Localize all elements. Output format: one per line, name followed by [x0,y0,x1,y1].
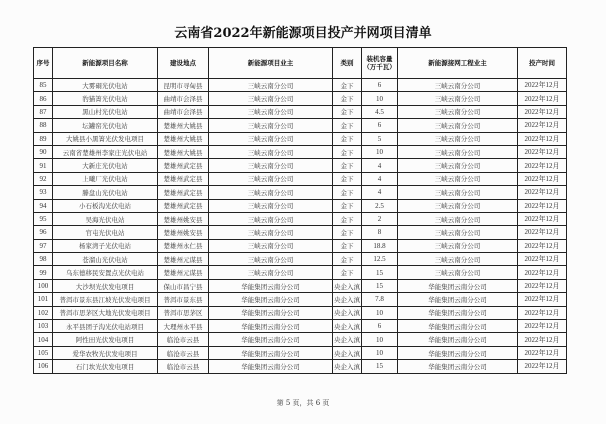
cell-project-owner: 华能集团云南分公司 [209,306,333,319]
cell-capacity: 7.8 [362,293,398,306]
cell-capacity: 18.8 [362,239,398,252]
cell-project-name: 杨家湾子光伏电站 [53,239,158,252]
table-row [34,172,567,185]
cell-commission-date: 2022年12月 [518,293,567,306]
cell-project-name: 普洱市思茅区大地光伏发电项目 [53,306,158,319]
cell-category: 金下 [333,79,362,92]
cell-grid-owner: 三峡云南分公司 [398,145,518,158]
cell-category: 央企入滇 [333,333,362,346]
cell-project-name: 黑山村光伏电站 [53,105,158,118]
cell-grid-owner: 华能集团云南分公司 [398,346,518,359]
cell-location: 普洱市景东县 [158,293,209,306]
cell-commission-date: 2022年12月 [518,172,567,185]
cell-location: 临沧市云县 [158,346,209,359]
table-header-row [34,48,567,79]
cell-commission-date: 2022年12月 [518,199,567,212]
cell-project-owner: 华能集团云南分公司 [209,346,333,359]
table-row [34,333,567,346]
cell-grid-owner: 三峡云南分公司 [398,79,518,92]
cell-category: 金下 [333,159,362,172]
cell-grid-owner: 华能集团云南分公司 [398,279,518,292]
cell-commission-date: 2022年12月 [518,105,567,118]
cell-grid-owner: 华能集团云南分公司 [398,360,518,373]
cell-commission-date: 2022年12月 [518,360,567,373]
cell-project-name: 小石板沟光伏电站 [53,199,158,212]
project-table [33,47,567,374]
cell-project-name: 大新庄光伏电站 [53,159,158,172]
cell-project-name: 乌东德移民安置点光伏电站 [53,266,158,279]
cell-capacity: 2.5 [362,199,398,212]
cell-capacity: 4 [362,159,398,172]
cell-project-name: 石门坎光伏发电项目 [53,360,158,373]
cell-grid-owner: 华能集团云南分公司 [398,333,518,346]
cell-location: 楚雄州元谋县 [158,253,209,266]
table-row [34,279,567,292]
header-project-name: 新能源项目名称 [53,48,158,79]
cell-commission-date: 2022年12月 [518,320,567,333]
table-row [34,239,567,252]
cell-project-name: 大姚县小黑箐光伏发电项目 [53,132,158,145]
cell-capacity: 10 [362,306,398,319]
cell-capacity: 4.5 [362,105,398,118]
cell-project-owner: 三峡云南分公司 [209,266,333,279]
cell-project-owner: 三峡云南分公司 [209,132,333,145]
cell-capacity: 12.5 [362,253,398,266]
table-row [34,360,567,373]
cell-category: 央企入滇 [333,346,362,359]
cell-project-owner: 三峡云南分公司 [209,119,333,132]
cell-commission-date: 2022年12月 [518,186,567,199]
cell-project-name: 永平县团子沟光伏电站项目 [53,320,158,333]
cell-seq: 92 [34,172,53,185]
cell-category: 金下 [333,186,362,199]
cell-seq: 94 [34,199,53,212]
header-project-owner: 新能源项目业主 [209,48,333,79]
cell-project-name: 云南省楚雄州李家庄光伏电站 [53,145,158,158]
cell-seq: 96 [34,226,53,239]
table-row [34,105,567,118]
cell-seq: 97 [34,239,53,252]
cell-project-name: 爱华农牧光伏发电项目 [53,346,158,359]
table-row [34,199,567,212]
cell-seq: 106 [34,360,53,373]
cell-location: 临沧市云县 [158,333,209,346]
cell-capacity: 10 [362,333,398,346]
table-row [34,253,567,266]
cell-project-owner: 三峡云南分公司 [209,172,333,185]
cell-location: 曲靖市会泽县 [158,92,209,105]
cell-category: 央企入滇 [333,279,362,292]
cell-seq: 85 [34,79,53,92]
cell-seq: 89 [34,132,53,145]
cell-project-owner: 三峡云南分公司 [209,226,333,239]
table-row [34,320,567,333]
cell-commission-date: 2022年12月 [518,279,567,292]
cell-project-owner: 华能集团云南分公司 [209,293,333,306]
cell-project-owner: 三峡云南分公司 [209,212,333,225]
cell-seq: 86 [34,92,53,105]
cell-grid-owner: 三峡云南分公司 [398,159,518,172]
cell-project-name: 普洱市景东县江坡光伏发电项目 [53,293,158,306]
cell-category: 金下 [333,266,362,279]
table-row [34,119,567,132]
cell-project-name: 滕盘山光伏电站 [53,186,158,199]
table-row [34,79,567,92]
cell-location: 楚雄州元谋县 [158,266,209,279]
cell-seq: 105 [34,346,53,359]
cell-grid-owner: 三峡云南分公司 [398,186,518,199]
cell-project-name: 上曦厂光伏电站 [53,172,158,185]
cell-project-owner: 华能集团云南分公司 [209,279,333,292]
cell-location: 楚雄州永仁县 [158,239,209,252]
cell-project-name: 吴海光伏电站 [53,212,158,225]
cell-category: 金下 [333,212,362,225]
cell-project-owner: 三峡云南分公司 [209,79,333,92]
cell-capacity: 4 [362,186,398,199]
cell-project-owner: 三峡云南分公司 [209,186,333,199]
header-category: 类别 [333,48,362,79]
table-row [34,306,567,319]
cell-seq: 100 [34,279,53,292]
header-grid-owner: 新能源接网工程业主 [398,48,518,79]
cell-location: 楚雄州武定县 [158,199,209,212]
cell-project-name: 大沙坝光伏发电项目 [53,279,158,292]
cell-seq: 90 [34,145,53,158]
page-number: 第 5 页，共 6 页 [276,399,330,407]
document-title: 云南省2022年新能源项目投产并网项目清单 [174,26,432,41]
cell-commission-date: 2022年12月 [518,266,567,279]
cell-commission-date: 2022年12月 [518,92,567,105]
cell-capacity: 6 [362,320,398,333]
cell-project-name: 豹猫箐光伏电站 [53,92,158,105]
cell-project-name: 苍溜山光伏电站 [53,253,158,266]
cell-capacity: 15 [362,279,398,292]
cell-grid-owner: 华能集团云南分公司 [398,320,518,333]
cell-grid-owner: 三峡云南分公司 [398,172,518,185]
cell-grid-owner: 三峡云南分公司 [398,266,518,279]
cell-grid-owner: 华能集团云南分公司 [398,293,518,306]
cell-project-owner: 三峡云南分公司 [209,253,333,266]
cell-location: 曲靖市会泽县 [158,105,209,118]
cell-commission-date: 2022年12月 [518,253,567,266]
cell-category: 金下 [333,199,362,212]
cell-grid-owner: 三峡云南分公司 [398,132,518,145]
cell-category: 金下 [333,92,362,105]
cell-grid-owner: 三峡云南分公司 [398,253,518,266]
cell-category: 金下 [333,132,362,145]
cell-seq: 91 [34,159,53,172]
cell-capacity: 10 [362,346,398,359]
cell-seq: 99 [34,266,53,279]
cell-location: 楚雄州武定县 [158,172,209,185]
cell-seq: 103 [34,320,53,333]
cell-project-owner: 三峡云南分公司 [209,199,333,212]
cell-capacity: 15 [362,266,398,279]
cell-location: 楚雄州大姚县 [158,132,209,145]
cell-location: 普洱市思茅区 [158,306,209,319]
table-row [34,132,567,145]
cell-location: 昆明市寻甸县 [158,79,209,92]
cell-grid-owner: 三峡云南分公司 [398,92,518,105]
cell-category: 金下 [333,253,362,266]
cell-project-name: 坛罐窑光伏电站 [53,119,158,132]
cell-project-owner: 三峡云南分公司 [209,239,333,252]
cell-capacity: 15 [362,360,398,373]
cell-project-owner: 华能集团云南分公司 [209,333,333,346]
cell-category: 金下 [333,145,362,158]
table-row [34,145,567,158]
cell-commission-date: 2022年12月 [518,239,567,252]
cell-commission-date: 2022年12月 [518,226,567,239]
cell-grid-owner: 三峡云南分公司 [398,226,518,239]
table-row [34,293,567,306]
cell-commission-date: 2022年12月 [518,145,567,158]
cell-project-owner: 三峡云南分公司 [209,92,333,105]
cell-location: 楚雄州武定县 [158,159,209,172]
table-row [34,266,567,279]
cell-category: 金下 [333,226,362,239]
cell-location: 临沧市云县 [158,360,209,373]
cell-commission-date: 2022年12月 [518,119,567,132]
cell-project-owner: 三峡云南分公司 [209,159,333,172]
cell-category: 金下 [333,239,362,252]
cell-seq: 104 [34,333,53,346]
cell-seq: 102 [34,306,53,319]
header-seq: 序号 [34,48,53,79]
table-row [34,346,567,359]
table-row [34,159,567,172]
cell-commission-date: 2022年12月 [518,212,567,225]
cell-capacity: 2 [362,212,398,225]
cell-category: 金下 [333,119,362,132]
cell-capacity: 10 [362,92,398,105]
cell-project-name: 大雾硐光伏电站 [53,79,158,92]
cell-category: 金下 [333,105,362,118]
table-row [34,186,567,199]
cell-location: 楚雄州姚安县 [158,212,209,225]
cell-seq: 95 [34,212,53,225]
cell-grid-owner: 三峡云南分公司 [398,239,518,252]
cell-location: 保山市昌宁县 [158,279,209,292]
table-row [34,226,567,239]
table-row [34,212,567,225]
cell-seq: 98 [34,253,53,266]
cell-capacity: 5 [362,132,398,145]
cell-grid-owner: 三峡云南分公司 [398,199,518,212]
cell-project-owner: 三峡云南分公司 [209,145,333,158]
header-location: 建设地点 [158,48,209,79]
cell-location: 楚雄州姚安县 [158,226,209,239]
cell-location: 楚雄州大姚县 [158,119,209,132]
cell-capacity: 8 [362,226,398,239]
cell-project-owner: 华能集团云南分公司 [209,320,333,333]
cell-category: 金下 [333,172,362,185]
table-row [34,92,567,105]
cell-project-name: 官屯光伏电站 [53,226,158,239]
cell-commission-date: 2022年12月 [518,346,567,359]
header-capacity: 装机容量（万千瓦） [362,48,398,79]
cell-grid-owner: 华能集团云南分公司 [398,306,518,319]
cell-location: 楚雄州大姚县 [158,145,209,158]
header-commission-date: 投产时间 [518,48,567,79]
cell-category: 央企入滇 [333,306,362,319]
cell-location: 大理州永平县 [158,320,209,333]
cell-commission-date: 2022年12月 [518,306,567,319]
cell-seq: 93 [34,186,53,199]
cell-commission-date: 2022年12月 [518,159,567,172]
cell-commission-date: 2022年12月 [518,132,567,145]
cell-seq: 88 [34,119,53,132]
cell-category: 央企入滇 [333,320,362,333]
cell-seq: 101 [34,293,53,306]
cell-grid-owner: 三峡云南分公司 [398,119,518,132]
cell-grid-owner: 三峡云南分公司 [398,212,518,225]
cell-project-owner: 华能集团云南分公司 [209,360,333,373]
cell-category: 央企入滇 [333,293,362,306]
cell-commission-date: 2022年12月 [518,333,567,346]
cell-capacity: 4 [362,172,398,185]
cell-project-owner: 三峡云南分公司 [209,105,333,118]
cell-seq: 87 [34,105,53,118]
cell-project-name: 阿性田光伏发电项目 [53,333,158,346]
cell-capacity: 6 [362,119,398,132]
cell-capacity: 10 [362,145,398,158]
cell-capacity: 6 [362,79,398,92]
cell-grid-owner: 三峡云南分公司 [398,105,518,118]
cell-category: 央企入滇 [333,360,362,373]
cell-commission-date: 2022年12月 [518,79,567,92]
cell-location: 楚雄州武定县 [158,186,209,199]
